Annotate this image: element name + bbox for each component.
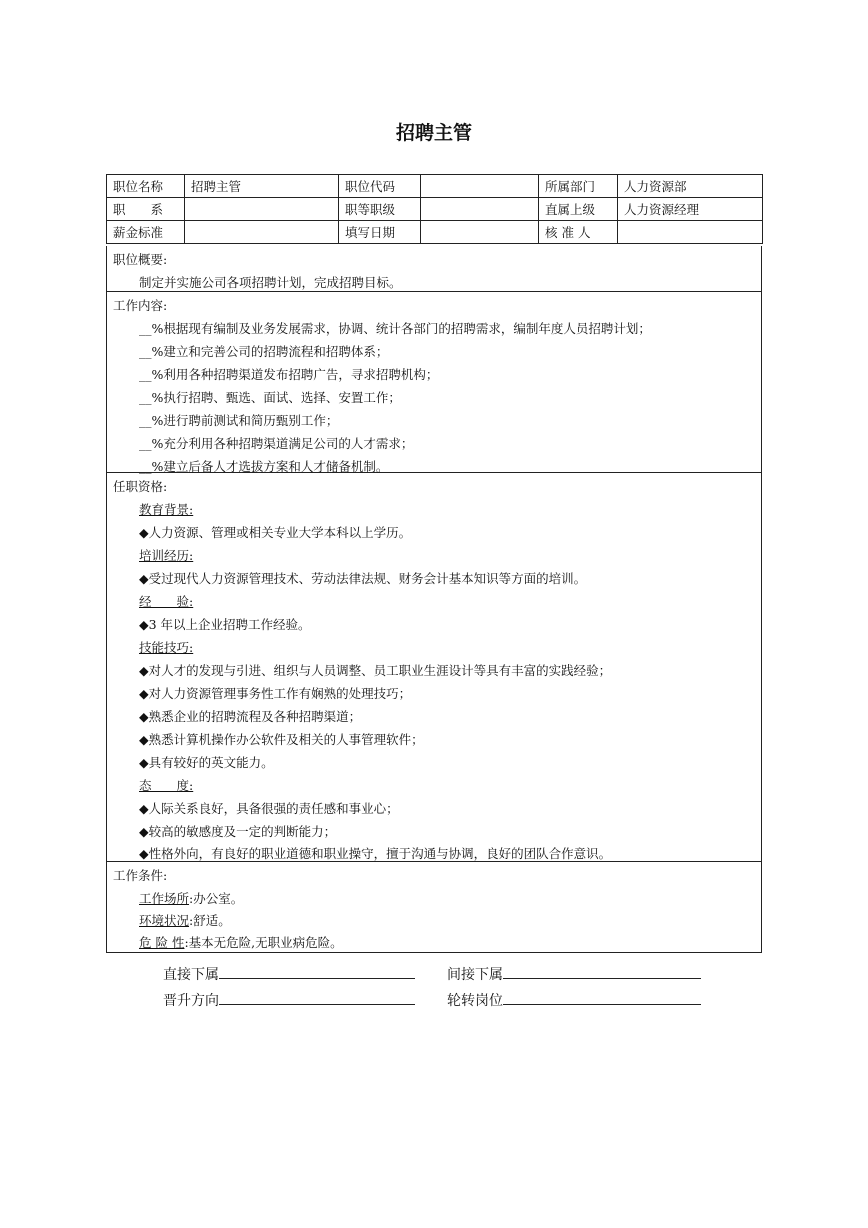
table-cell: 职位代码: [339, 175, 421, 198]
skills-label: 技能技巧:: [139, 640, 194, 655]
table-cell: 薪金标准: [107, 221, 185, 244]
header-table: [106, 174, 763, 244]
rotation-blank[interactable]: [503, 990, 701, 1005]
table-cell: 直属上级: [539, 198, 618, 221]
table-cell: 核 准 人: [539, 221, 618, 244]
list-item: __%建立后备人才选拔方案和人才储备机制。: [139, 459, 389, 474]
list-item: __%执行招聘、甄选、面试、选择、安置工作；: [139, 390, 401, 405]
table-cell: 人力资源部: [618, 175, 763, 198]
table-cell: 招聘主管: [185, 175, 339, 198]
skill-item: ◆具有较好的英文能力。: [139, 755, 274, 770]
table-cell: 职等职级: [339, 198, 421, 221]
list-item: __%充分利用各种招聘渠道满足公司的人才需求；: [139, 436, 414, 451]
indirect-subordinate-field[interactable]: [447, 964, 701, 984]
table-row: [107, 198, 763, 221]
risk-value: :基本无危险,无职业病危险。: [184, 935, 343, 950]
education-item: ◆人力资源、管理或相关专业大学本科以上学历。: [139, 525, 412, 540]
risk-label: 危 险 性: [139, 935, 185, 950]
experience-item: ◆3 年以上企业招聘工作经验。: [139, 617, 311, 632]
table-cell: [185, 198, 339, 221]
qualifications-section: [106, 473, 762, 862]
table-cell: 填写日期: [339, 221, 421, 244]
education-label: 教育背景:: [139, 502, 194, 517]
attitude-item: ◆人际关系良好，具备很强的责任感和事业心；: [139, 801, 399, 816]
skill-item: ◆对人力资源管理事务性工作有娴熟的处理技巧；: [139, 686, 412, 701]
rotation-field[interactable]: [447, 990, 701, 1010]
list-item: __%建立和完善公司的招聘流程和招聘体系；: [139, 344, 389, 359]
table-cell: 人力资源经理: [618, 198, 763, 221]
table-cell: [618, 221, 763, 244]
risk-row: [139, 933, 343, 951]
table-cell: [185, 221, 339, 244]
table-cell: 职位名称: [107, 175, 185, 198]
section-heading: 工作内容:: [113, 298, 168, 313]
skill-item: ◆对人才的发现与引进、组织与人员调整、员工职业生涯设计等具有丰富的实践经验；: [139, 663, 612, 678]
work-content-section: [106, 292, 762, 473]
rotation-label: 轮转岗位: [447, 993, 503, 1009]
work-place-row: [139, 889, 243, 907]
list-item: __%利用各种招聘渠道发布招聘广告，寻求招聘机构；: [139, 367, 439, 382]
work-place-value: :办公室。: [189, 891, 244, 906]
direct-subordinate-field[interactable]: [163, 964, 415, 984]
attitude-label: 态 度:: [139, 778, 194, 793]
direct-subordinate-blank[interactable]: [219, 964, 415, 979]
conditions-section: [106, 862, 762, 953]
promotion-blank[interactable]: [219, 990, 415, 1005]
table-cell: 职 系: [107, 198, 185, 221]
attitude-item: ◆较高的敏感度及一定的判断能力；: [139, 824, 337, 839]
table-row: [107, 175, 763, 198]
summary-text: 制定并实施公司各项招聘计划，完成招聘目标。: [139, 275, 402, 290]
environment-value: :舒适。: [189, 913, 231, 928]
skill-item: ◆熟悉计算机操作办公软件及相关的人事管理软件；: [139, 732, 424, 747]
indirect-subordinate-label: 间接下属: [447, 967, 503, 983]
table-cell: [421, 175, 539, 198]
table-row: [107, 221, 763, 244]
work-place-label: 工作场所: [139, 891, 190, 906]
skill-item: ◆熟悉企业的招聘流程及各种招聘渠道；: [139, 709, 362, 724]
training-label: 培训经历:: [139, 548, 194, 563]
promotion-label: 晋升方向: [163, 993, 219, 1009]
table-cell: [421, 221, 539, 244]
environment-row: [139, 911, 231, 929]
page-title: 招聘主管: [395, 122, 472, 144]
list-item: __%进行聘前测试和简历甄别工作；: [139, 413, 339, 428]
indirect-subordinate-blank[interactable]: [503, 964, 701, 979]
direct-subordinate-label: 直接下属: [163, 967, 219, 983]
table-cell: 所属部门: [539, 175, 618, 198]
training-item: ◆受过现代人力资源管理技术、劳动法律法规、财务会计基本知识等方面的培训。: [139, 571, 587, 586]
section-heading: 工作条件:: [113, 868, 168, 883]
summary-section: [106, 246, 762, 292]
promotion-field[interactable]: [163, 990, 415, 1010]
section-heading: 职位概要:: [113, 252, 168, 267]
table-cell: [421, 198, 539, 221]
experience-label: 经 验:: [139, 594, 194, 609]
attitude-item: ◆性格外向，有良好的职业道德和职业操守，擅于沟通与协调，良好的团队合作意识。: [139, 846, 612, 861]
environment-label: 环境状况: [139, 913, 190, 928]
list-item: __%根据现有编制及业务发展需求，协调、统计各部门的招聘需求，编制年度人员招聘计划；: [139, 321, 651, 336]
section-heading: 任职资格:: [113, 479, 168, 494]
